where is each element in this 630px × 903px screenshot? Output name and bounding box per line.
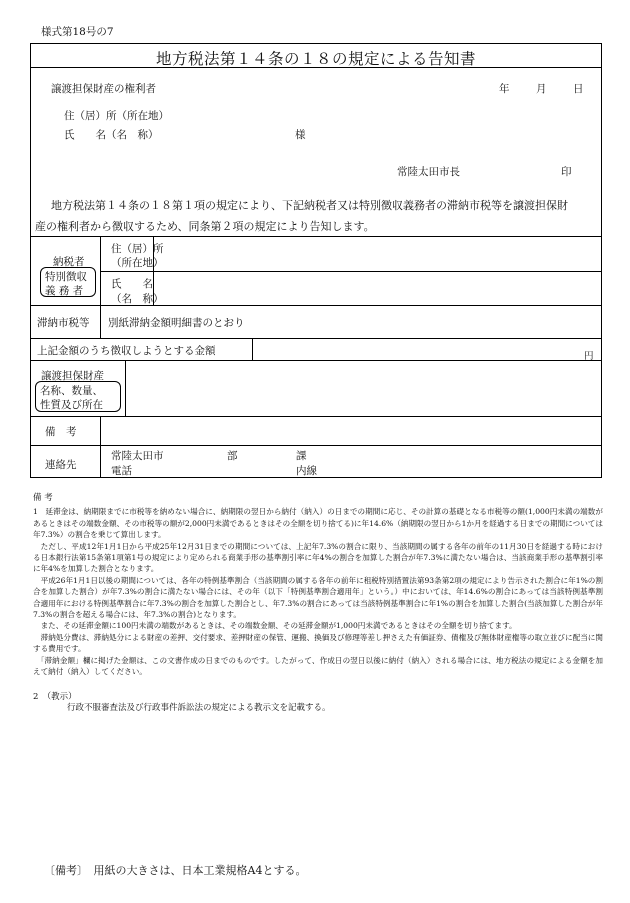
body-text-line-2: 産の権利者から徴収するため、同条第２項の規定により告知します。: [35, 220, 375, 233]
date-day: 日: [573, 83, 584, 95]
tp-name-line-1: 氏 名: [111, 278, 153, 290]
notice-form: [30, 43, 602, 478]
special-collector-line-1: 特別徴収: [45, 271, 87, 283]
contact-dept: 部: [227, 450, 238, 462]
note-paragraph-2: ただし、平成12年1月1日から平成25年12月31日までの期間については、上記年7.3%の割合に限り、当該期間の属する各年の前年の11月30日を経過する時における日本銀行法第15条第1項第1号の規定により定められる商業手形の基準割引率に年4%の割合を加算した割合が年7.3%に満たない場合は、当該商業手形の基準割引率に年4%を加算した割合となります。: [33, 541, 603, 574]
contact-phone: 電話: [111, 465, 132, 477]
contact-extension: 内線: [296, 465, 317, 477]
property-title: 譲渡担保財産: [41, 370, 104, 382]
yen-unit: 円: [584, 351, 594, 362]
tp-address-line-2: （所在地）: [111, 257, 164, 269]
delinquent-value: 別紙滞納金額明細書のとおり: [108, 317, 245, 329]
property-line-2: 性質及び所在: [40, 399, 103, 411]
address-label: 住（居）所（所在地）: [64, 110, 169, 122]
name-label: 氏 名（名 称）: [64, 129, 159, 141]
property-line-1: 名称、数量、: [40, 385, 103, 397]
collect-amount-label: 上記金額のうち徴収しようとする金額: [37, 345, 216, 357]
contact-label: 連絡先: [45, 459, 77, 471]
body-text-line-1: 地方税法第１４条の１８第１項の規定により、下記納税者又は特別徴収義務者の滞納市税等を譲渡担保財: [51, 199, 568, 212]
note-paragraph-4: また、その延滞金額に100円未満の端数があるときは、その端数金額、その延滞金額が1,000円未満であるときはその全額を切り捨てます。: [33, 621, 517, 631]
table-top-rule: [31, 236, 601, 237]
date-year: 年: [499, 83, 510, 95]
honorific: 様: [295, 129, 306, 141]
remarks-label: 備 考: [45, 426, 77, 438]
title-divider: [31, 67, 601, 68]
form-number: 様式第18号の7: [41, 26, 114, 38]
page-title: 地方税法第１４条の１８の規定による告知書: [155, 50, 476, 68]
addressee-label: 譲渡担保財産の権利者: [51, 83, 156, 95]
delinquent-label: 滞納市税等: [37, 317, 90, 329]
note-paragraph-5: 滞納処分費は、滞納処分による財産の差押、交付要求、差押財産の保管、運搬、換価及び修理等差し押さえた有価証券、債権及び無体財産権等の取立並びに配当に関する費用です。: [33, 632, 603, 654]
tp-address-line-1: 住（居）所: [111, 243, 164, 255]
special-collector-line-2: 義 務 者: [45, 285, 84, 297]
date-month: 月: [536, 83, 547, 95]
seal-mark: 印: [561, 166, 572, 178]
notes-heading: 備 考: [33, 493, 53, 503]
note-paragraph-1: 1 延滞金は、納期限までに市税等を納めない場合に、納期限の翌日から納付（納入）の日までの期間に応じ、その計算の基礎となる市税等の額(1,000円未満の端数があるときはその端数金額、その市税等の額が2,000円未満であるときはその全額を切り捨てる)に年14.6%（納期限の翌日から1か月を経過する日までの期間については年7.3%）の割合を乗じて算出します。: [33, 507, 603, 540]
note-paragraph-3: 平成26年1月1日以後の期間については、各年の特例基準割合（当該期間の属する各年の前年に租税特別措置法第93条第2項の規定により告示された割合に年1%の割合を加算した割合）が年7.3%の割合に満たない場合には、その年（以下「特例基準割合適用年」という。）中においては、年14.6%の割合にあっては当該特例基準割合適用年における特例基準割合に年7.3%の割合を加算した割合とし、年7.3%の割合にあっては当該特例基準割合に年1%の割合を加算した割合(当該加算した割合が年7.3%の割合を超える場合には、年7.3%の割合)となります。: [33, 575, 603, 620]
contact-city: 常陸太田市: [111, 450, 164, 462]
contact-section: 課: [296, 450, 307, 462]
teaching-heading: 2 （教示）: [33, 691, 77, 702]
note-paragraph-6: 「滞納金額」欄に掲げた金額は、この文書作成の日までのものです。したがって、作成日の翌日以後に納付（納入）される場合には、地方税法の規定による金額を加えて納付（納入）してください。: [33, 655, 603, 677]
notes-section: [33, 493, 603, 714]
teaching-text: 行政不服審査法及び行政事件訴訟法の規定による教示文を記載する。: [67, 702, 331, 713]
tp-name-line-2: （名 称）: [111, 293, 164, 305]
taxpayer-label: 納税者: [53, 256, 85, 268]
issuer-name: 常陸太田市長: [397, 166, 460, 178]
footer-note: 〔備考〕 用紙の大きさは、日本工業規格A4とする。: [44, 864, 307, 877]
